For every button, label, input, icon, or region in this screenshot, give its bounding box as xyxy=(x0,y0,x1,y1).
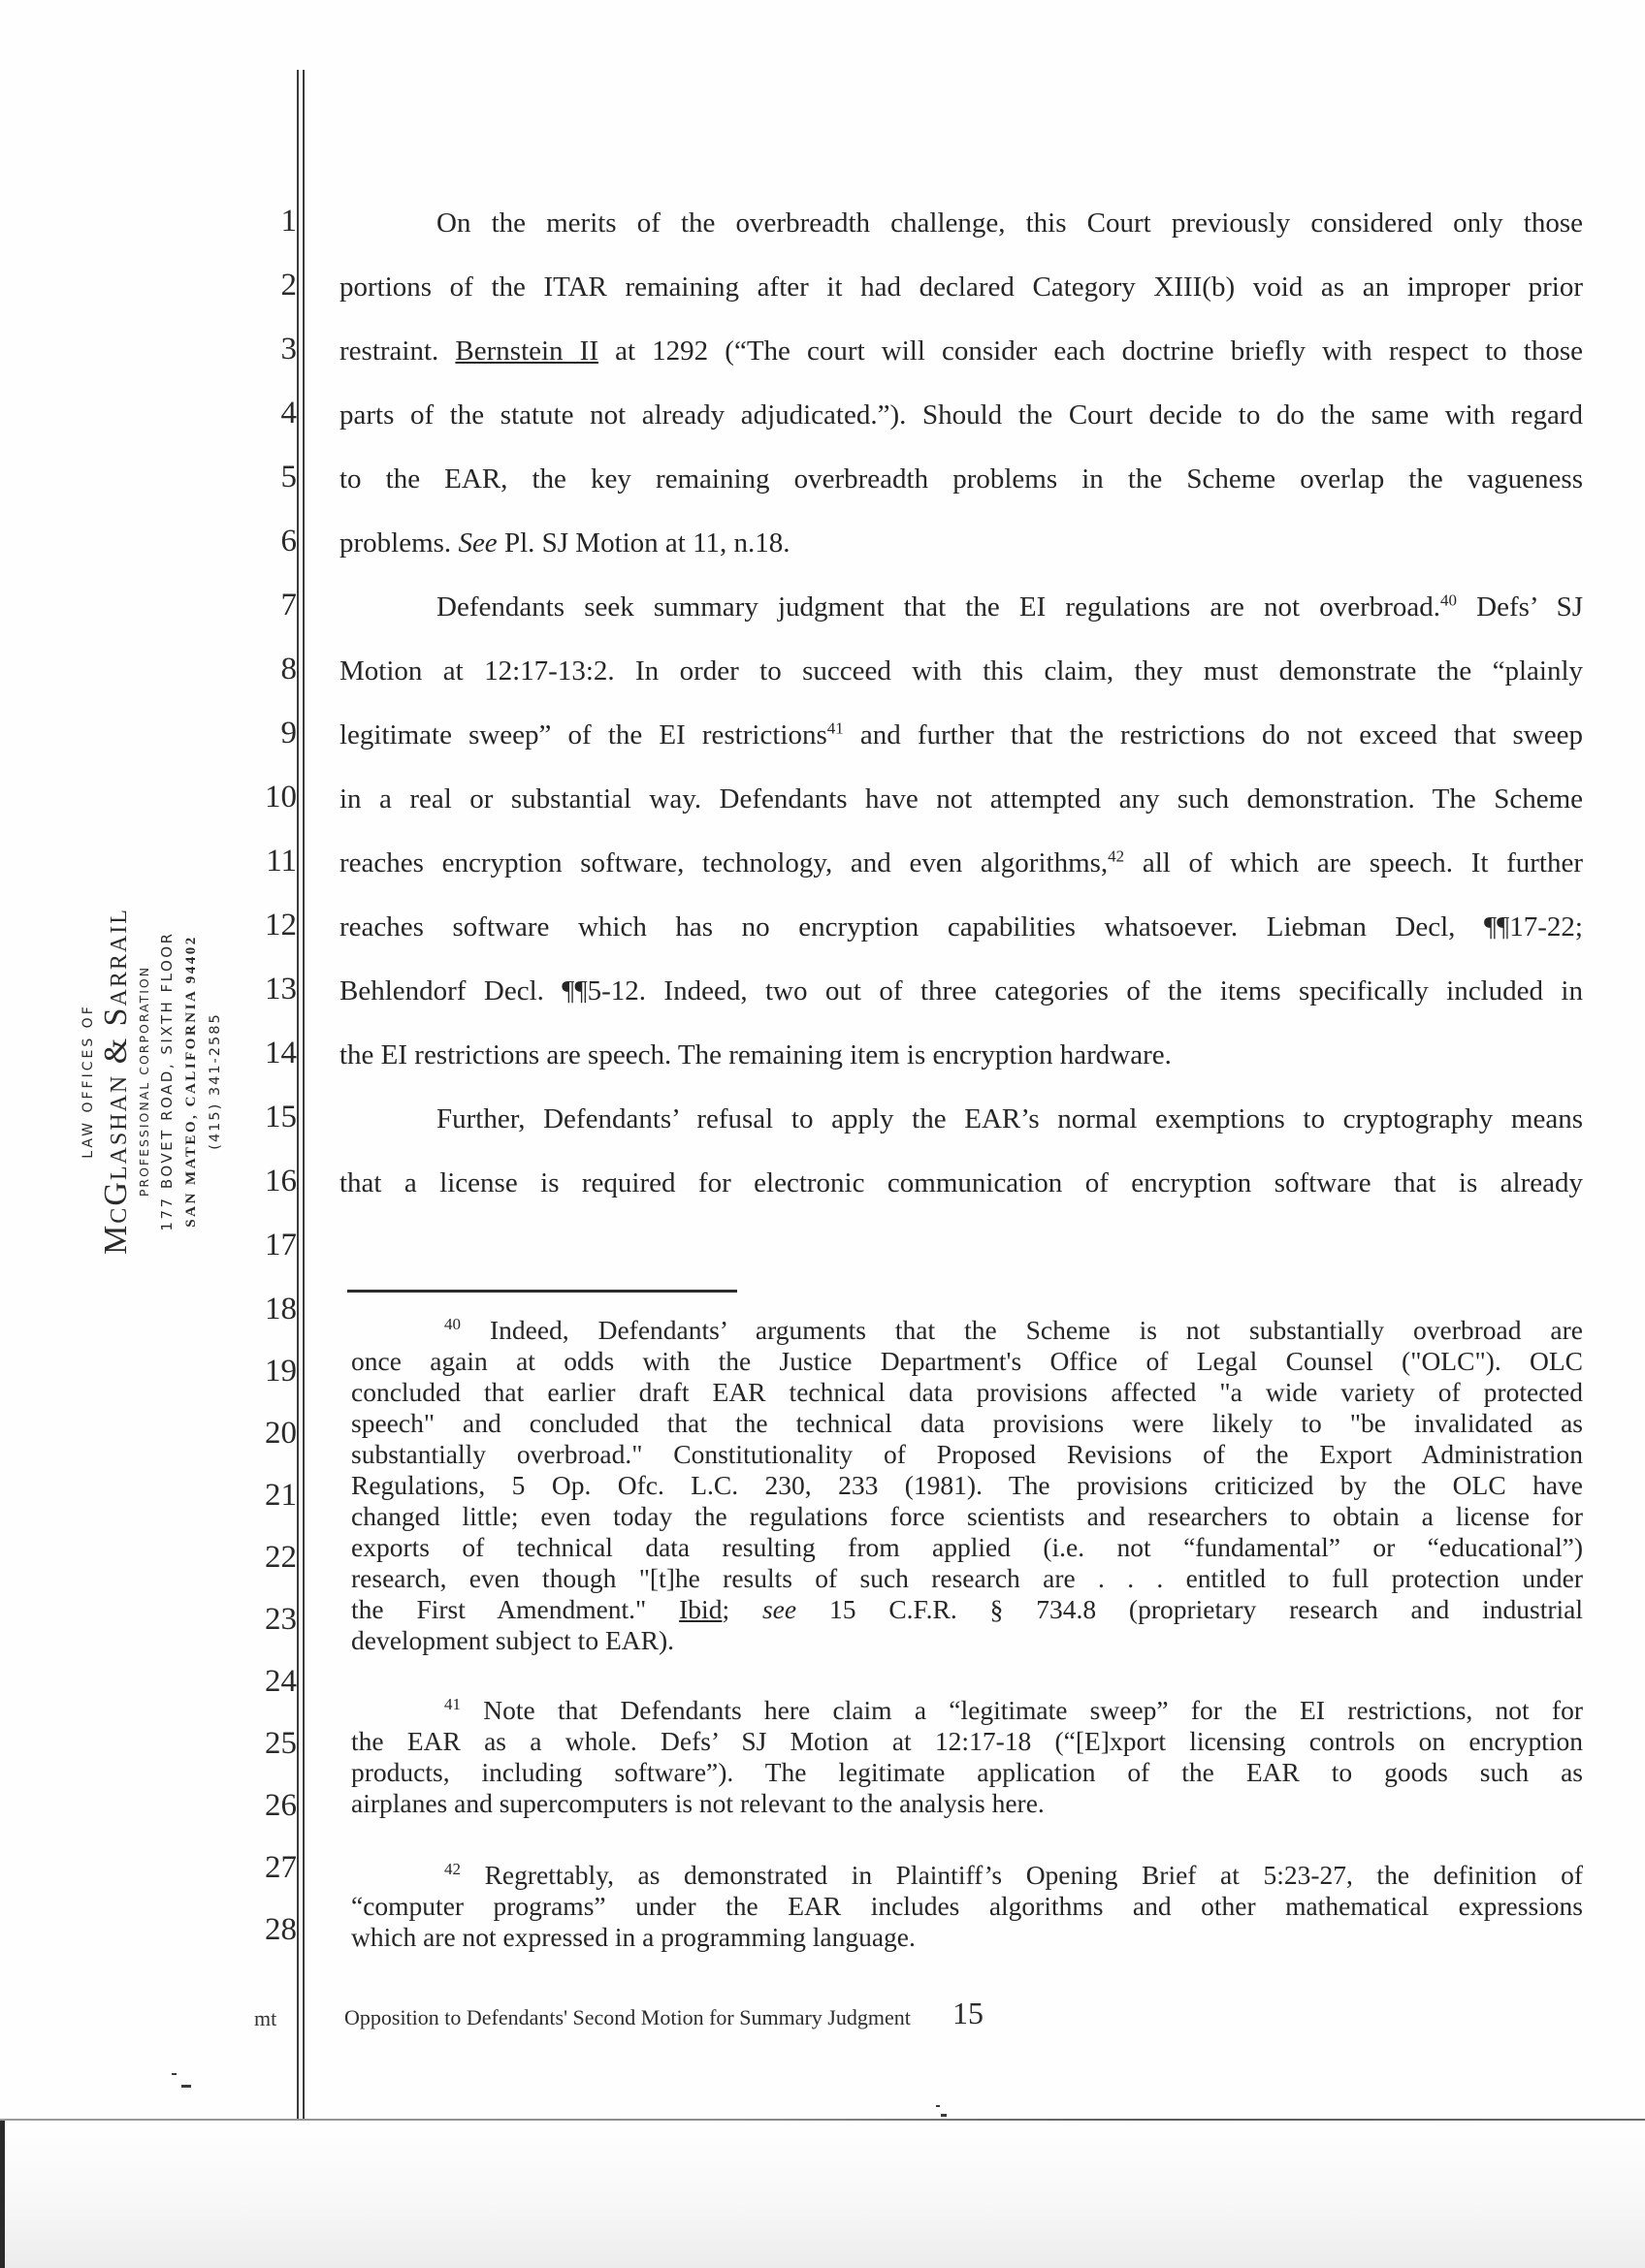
line-number: 3 xyxy=(280,332,297,367)
footnote-ref-40[interactable]: 40 xyxy=(1440,591,1458,610)
line-number: 10 xyxy=(265,780,297,815)
body-line: Further, Defendants’ refusal to apply the EAR’s normal exemptions to cryptography means xyxy=(436,1103,1583,1134)
footnote-line: speech" and concluded that the technical data provisions were likely to "be invalidated as xyxy=(351,1408,1583,1438)
line-number: 25 xyxy=(265,1726,297,1761)
line-number: 9 xyxy=(280,716,297,751)
body-line: reaches software which has no encryption capabilities whatsoever. Liebman Decl, ¶¶17-22; xyxy=(339,911,1583,942)
footnote-line: products, including software”). The legitimate application of the EAR to goods such as xyxy=(351,1757,1583,1787)
text: Defendants seek summary judgment that the EI regulations are not overbroad. xyxy=(436,591,1441,623)
firm-corporation: PROFESSIONAL CORPORATION xyxy=(137,965,151,1198)
body-line xyxy=(339,846,1583,880)
firm-phone: (415) 341-2585 xyxy=(208,1012,223,1150)
line-number: 7 xyxy=(280,588,297,623)
case-citation-bernstein: Bernstein II xyxy=(455,335,598,367)
firm-city: SAN MATEO, CALIFORNIA 94402 xyxy=(183,935,199,1228)
body-line xyxy=(339,526,1583,560)
citation-ibid: Ibid xyxy=(679,1594,723,1624)
scan-speck xyxy=(941,2114,947,2117)
footnote-line: exports of technical data resulting from applied (i.e. not “fundamental” or “educational”) xyxy=(351,1532,1583,1562)
line-number: 23 xyxy=(265,1602,297,1637)
footnote-line: once again at odds with the Justice Department's Office of Legal Counsel ("OLC"). OLC xyxy=(351,1346,1583,1376)
footnote-line: Regulations, 5 Op. Ofc. L.C. 230, 233 (1981). The provisions criticized by the OLC have xyxy=(351,1470,1583,1500)
body-line: On the merits of the overbreadth challenge, this Court previously considered only those xyxy=(436,208,1583,239)
firm-law-offices: LAW OFFICES OF xyxy=(81,1004,96,1159)
line-number: 19 xyxy=(265,1354,297,1389)
firm-address: 177 BOVET ROAD, SIXTH FLOOR xyxy=(158,931,176,1231)
scan-speck xyxy=(172,2073,177,2075)
footnote-line: which are not expressed in a programming language. xyxy=(351,1922,916,1952)
text: reaches encryption software, technology, and even algorithms, xyxy=(339,847,1109,878)
footnote-line xyxy=(444,1695,1583,1726)
law-firm-letterhead xyxy=(78,858,223,1304)
body-line: Behlendorf Decl. ¶¶5-12. Indeed, two out of three categories of the items specifically included in xyxy=(339,975,1583,1006)
line-number: 22 xyxy=(265,1540,297,1575)
text: Note that Defendants here claim a “legitimate sweep” for the EI restrictions, not for xyxy=(461,1695,1583,1725)
scanner-edge-strip xyxy=(0,2121,5,2268)
line-number: 1 xyxy=(280,204,297,239)
page-number: 15 xyxy=(952,1996,984,2030)
line-number: 27 xyxy=(265,1850,297,1885)
line-number: 17 xyxy=(265,1228,297,1262)
text: ; xyxy=(722,1594,762,1624)
footnote-number: 41 xyxy=(444,1694,461,1713)
scanner-bed xyxy=(0,2121,1645,2268)
footnote-line: changed little; even today the regulations force scientists and researchers to obtain a license for xyxy=(351,1501,1583,1531)
line-number: 2 xyxy=(280,268,297,303)
line-number: 20 xyxy=(265,1416,297,1451)
footnote-line xyxy=(444,1860,1583,1891)
text: the First Amendment." xyxy=(351,1594,680,1624)
line-number: 12 xyxy=(265,908,297,942)
footnote-number: 40 xyxy=(444,1314,461,1333)
footnote-ref-41[interactable]: 41 xyxy=(826,719,844,738)
text: Indeed, Defendants’ arguments that the Scheme is not substantially overbroad are xyxy=(461,1315,1583,1345)
line-number: 5 xyxy=(280,460,297,495)
footnote-line: development subject to EAR). xyxy=(351,1625,674,1655)
left-margin-rule-outer xyxy=(297,70,299,2120)
body-line xyxy=(339,718,1583,752)
footnote-line: research, even though "[t]he results of such research are . . . entitled to full protection under xyxy=(351,1563,1583,1593)
text: 15 C.F.R. § 734.8 (proprietary research and industrial xyxy=(796,1594,1584,1624)
footnote-ref-42[interactable]: 42 xyxy=(1108,847,1125,866)
signal-see: See xyxy=(458,527,498,559)
body-line: in a real or substantial way. Defendants have not attempted any such demonstration. The Scheme xyxy=(339,783,1583,815)
body-line: parts of the statute not already adjudicated.”). Should the Court decide to do the same with regard xyxy=(339,399,1583,431)
text: problems. xyxy=(339,527,459,559)
body-line: Motion at 12:17-13:2. In order to succeed with this claim, they must demonstrate the “plainly xyxy=(339,655,1583,687)
footnote-separator xyxy=(347,1290,737,1293)
footer-initials: mt xyxy=(254,2006,277,2030)
line-number: 4 xyxy=(280,396,297,431)
footnote-number: 42 xyxy=(444,1859,461,1878)
firm-name: McGlashan & Sarrail xyxy=(98,908,134,1255)
footnote-line: “computer programs” under the EAR includes algorithms and other mathematical expressions xyxy=(351,1891,1583,1921)
signal-see: see xyxy=(761,1594,797,1624)
text: Defs’ SJ xyxy=(1457,591,1583,623)
line-number: 26 xyxy=(265,1788,297,1823)
footnote-line: substantially overbroad." Constitutionality of Proposed Revisions of the Export Administration xyxy=(351,1439,1583,1469)
text: Regrettably, as demonstrated in Plaintiff’s Opening Brief at 5:23-27, the definition of xyxy=(461,1860,1583,1890)
body-line: to the EAR, the key remaining overbreadth problems in the Scheme overlap the vagueness xyxy=(339,463,1583,495)
scan-speck xyxy=(181,2085,191,2088)
line-number: 18 xyxy=(265,1292,297,1326)
line-number: 24 xyxy=(265,1664,297,1699)
footnote-line xyxy=(351,1594,1583,1625)
line-number: 14 xyxy=(265,1036,297,1070)
body-line: the EI restrictions are speech. The remaining item is encryption hardware. xyxy=(339,1039,1172,1070)
left-margin-rule-inner xyxy=(303,70,305,2120)
line-number: 16 xyxy=(265,1164,297,1198)
body-line xyxy=(339,334,1583,368)
text: Pl. SJ Motion at 11, n.18. xyxy=(497,527,790,559)
line-number: 28 xyxy=(265,1912,297,1947)
footer-document-title: Opposition to Defendants' Second Motion for Summary Judgment xyxy=(344,2005,911,2029)
line-number: 15 xyxy=(265,1100,297,1134)
footnote-line: concluded that earlier draft EAR technical data provisions affected "a wide variety of protected xyxy=(351,1377,1583,1407)
line-number: 8 xyxy=(280,652,297,687)
line-number: 6 xyxy=(280,524,297,559)
text: restraint. xyxy=(339,335,456,367)
body-line xyxy=(436,590,1583,624)
text: all of which are speech. It further xyxy=(1124,847,1584,878)
line-number: 13 xyxy=(265,972,297,1006)
text: and further that the restrictions do not exceed that sweep xyxy=(843,719,1583,751)
text: legitimate sweep” of the EI restrictions xyxy=(339,719,827,751)
body-line: that a license is required for electronic communication of encryption software that is already xyxy=(339,1167,1583,1198)
line-number: 11 xyxy=(266,844,297,878)
body-line: portions of the ITAR remaining after it had declared Category XIII(b) void as an improper prior xyxy=(339,272,1583,303)
footnote-line: airplanes and supercomputers is not relevant to the analysis here. xyxy=(351,1788,1045,1818)
text: at 1292 (“The court will consider each doctrine briefly with respect to those xyxy=(598,335,1583,367)
scan-speck xyxy=(936,2105,940,2107)
footnote-line: the EAR as a whole. Defs’ SJ Motion at 12:17-18 (“[E]xport licensing controls on encryption xyxy=(351,1726,1583,1756)
line-number: 21 xyxy=(265,1478,297,1513)
footnote-line xyxy=(444,1315,1583,1346)
